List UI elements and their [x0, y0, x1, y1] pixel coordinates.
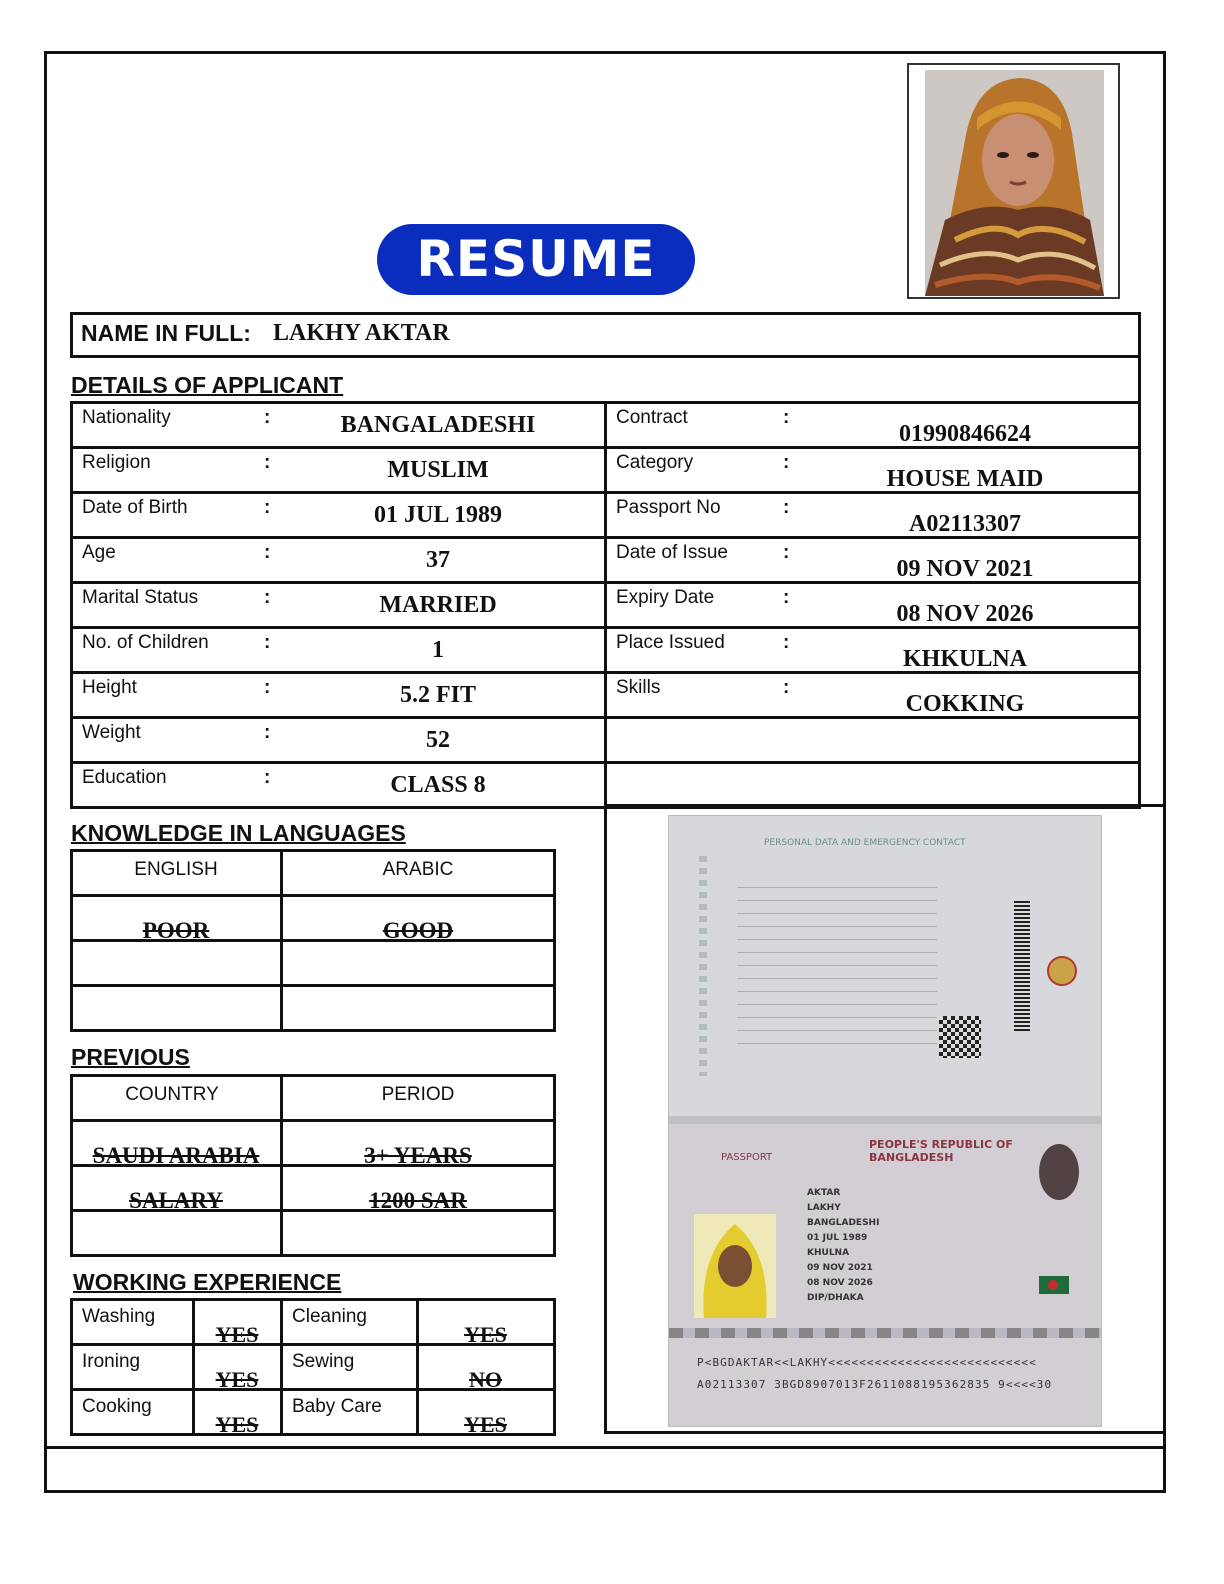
- name-label: NAME IN FULL:: [81, 320, 251, 346]
- detail-colon: :: [264, 407, 271, 428]
- detail-value: COKKING: [905, 691, 1025, 717]
- detail-label: Height: [82, 677, 137, 698]
- previous-cell: SALARY: [129, 1188, 223, 1213]
- previous-header: COUNTRY: [125, 1084, 219, 1105]
- detail-label: Nationality: [82, 407, 171, 428]
- experience-skill: Baby Care: [292, 1396, 382, 1417]
- table-row-line: [70, 849, 556, 852]
- experience-value: YES: [464, 1322, 507, 1347]
- detail-colon: :: [783, 497, 790, 518]
- detail-colon: :: [264, 587, 271, 608]
- right-panel-left: [604, 804, 607, 1434]
- detail-value: 52: [426, 727, 450, 753]
- detail-label: Weight: [82, 722, 141, 743]
- table-row-line: [70, 1119, 556, 1122]
- barcode: [1014, 901, 1030, 1031]
- applicant-photo: [925, 70, 1104, 296]
- passport-field: DIP/DHAKA: [807, 1293, 864, 1303]
- detail-value: 37: [426, 547, 450, 573]
- passport-country-line: PEOPLE'S REPUBLIC OF BANGLADESH: [869, 1138, 1013, 1164]
- detail-value: A02113307: [908, 511, 1021, 537]
- detail-value: 08 NOV 2026: [896, 601, 1034, 627]
- table-row-line: [70, 1074, 556, 1077]
- flag-icon: [1039, 1276, 1069, 1294]
- detail-colon: :: [264, 497, 271, 518]
- detail-label: Religion: [82, 452, 151, 473]
- previous-cell: 1200 SAR: [369, 1188, 467, 1213]
- previous-cell: 3+ YEARS: [364, 1143, 472, 1168]
- previous-header: PERIOD: [381, 1084, 455, 1105]
- experience-skill: Washing: [82, 1306, 156, 1327]
- detail-colon: :: [783, 407, 790, 428]
- detail-colon: :: [264, 542, 271, 563]
- detail-value: 5.2 FIT: [399, 682, 476, 708]
- passport-top-heading: PERSONAL DATA AND EMERGENCY CONTACT: [764, 838, 966, 848]
- lang-value: GOOD: [382, 918, 454, 943]
- table-row-line: [70, 1254, 556, 1257]
- details-left-edge: [70, 401, 73, 808]
- name-box-left: [70, 312, 73, 358]
- detail-value: CLASS 8: [390, 772, 486, 798]
- qr-code: [939, 1016, 981, 1058]
- detail-label: Passport No: [616, 497, 721, 518]
- detail-label: Place Issued: [616, 632, 725, 653]
- passport-fields: [807, 1186, 879, 1306]
- experience-title: WORKING EXPERIENCE: [73, 1269, 342, 1295]
- detail-label: Date of Issue: [616, 542, 728, 563]
- table-col-line: [553, 1074, 556, 1257]
- experience-skill: Sewing: [292, 1351, 355, 1372]
- passport-field: 08 NOV 2026: [807, 1278, 873, 1288]
- detail-label: Skills: [616, 677, 661, 698]
- detail-colon: :: [783, 587, 790, 608]
- passport-word: PASSPORT: [721, 1152, 773, 1163]
- detail-colon: :: [264, 632, 271, 653]
- previous-title: PREVIOUS: [71, 1044, 190, 1070]
- detail-label: Category: [616, 452, 694, 473]
- detail-colon: :: [783, 452, 790, 473]
- experience-value: NO: [469, 1367, 502, 1392]
- detail-label: Date of Birth: [82, 497, 188, 518]
- passport-scan: [668, 815, 1102, 1427]
- detail-label: No. of Children: [82, 632, 209, 653]
- lang-value: POOR: [142, 918, 210, 943]
- experience-skill: Cooking: [82, 1396, 152, 1417]
- right-panel-bottom: [604, 1431, 1166, 1434]
- passport-field: KHULNA: [807, 1248, 850, 1258]
- detail-value: HOUSE MAID: [886, 466, 1044, 492]
- name-box-top: [70, 312, 1141, 315]
- detail-colon: :: [264, 452, 271, 473]
- table-col-line: [553, 849, 556, 1032]
- table-col-line: [553, 1298, 556, 1436]
- languages-title: KNOWLEDGE IN LANGUAGES: [71, 820, 406, 846]
- experience-value: YES: [215, 1367, 259, 1392]
- detail-colon: :: [264, 722, 271, 743]
- passport-field: 09 NOV 2021: [807, 1263, 873, 1273]
- table-row-line: [70, 1298, 556, 1301]
- name-value: LAKHY AKTAR: [273, 320, 450, 346]
- table-row-line: [70, 984, 556, 987]
- detail-label: Education: [82, 767, 167, 788]
- details-middle-edge: [604, 401, 607, 808]
- detail-label: Marital Status: [82, 587, 199, 608]
- table-row-line: [70, 894, 556, 897]
- lang-header: ENGLISH: [134, 859, 218, 880]
- experience-value: YES: [464, 1412, 507, 1437]
- details-right-edge: [1138, 401, 1141, 808]
- experience-skill: Cleaning: [292, 1306, 367, 1327]
- previous-cell: SAUDI ARABIA: [92, 1143, 260, 1168]
- passport-field: AKTAR: [807, 1188, 841, 1198]
- name-box-bottom: [70, 355, 1141, 358]
- passport-ghost-photo: [1039, 1144, 1079, 1200]
- detail-colon: :: [264, 767, 271, 788]
- experience-value: YES: [215, 1412, 259, 1437]
- applicant-photo-frame: [907, 63, 1120, 299]
- passport-data-lines: [737, 878, 937, 1048]
- detail-label: Age: [82, 542, 116, 563]
- passport-photo: [694, 1214, 776, 1318]
- detail-label: Expiry Date: [616, 587, 715, 608]
- detail-value: 09 NOV 2021: [896, 556, 1034, 582]
- details-right-edge-top: [1138, 355, 1141, 403]
- detail-colon: :: [783, 632, 790, 653]
- detail-colon: :: [264, 677, 271, 698]
- table-col-line: [280, 1298, 283, 1436]
- name-box-right: [1138, 312, 1141, 358]
- mrz-line-2: A02113307 3BGD8907013F2611088195362835 9<<<<30: [697, 1378, 1053, 1391]
- passport-field: BANGLADESHI: [807, 1218, 880, 1228]
- mrz-line-1: P<BGDAKTAR<<LAKHY<<<<<<<<<<<<<<<<<<<<<<<<<<<: [697, 1356, 1037, 1369]
- detail-value: 1: [432, 637, 444, 663]
- experience-skill: Ironing: [82, 1351, 141, 1372]
- detail-value: BANGALADESHI: [340, 412, 536, 438]
- details-title: DETAILS OF APPLICANT: [71, 372, 344, 398]
- detail-colon: :: [783, 542, 790, 563]
- resume-badge: RESUME: [377, 224, 695, 295]
- table-col-line: [70, 1298, 73, 1436]
- lang-header: ARABIC: [382, 859, 454, 880]
- detail-value: KHKULNA: [902, 646, 1027, 672]
- detail-value: 01990846624: [899, 421, 1031, 447]
- passport-field: LAKHY: [807, 1203, 841, 1213]
- emblem-icon: [1047, 956, 1077, 986]
- footer-line: [44, 1446, 1166, 1449]
- detail-value: MUSLIM: [387, 457, 489, 483]
- detail-label: Contract: [616, 407, 688, 428]
- table-row-line: [70, 1029, 556, 1032]
- experience-value: YES: [215, 1322, 259, 1347]
- detail-value: 01 JUL 1989: [373, 502, 502, 528]
- passport-field: 01 JUL 1989: [807, 1233, 868, 1243]
- detail-colon: :: [783, 677, 790, 698]
- detail-value: MARRIED: [379, 592, 497, 618]
